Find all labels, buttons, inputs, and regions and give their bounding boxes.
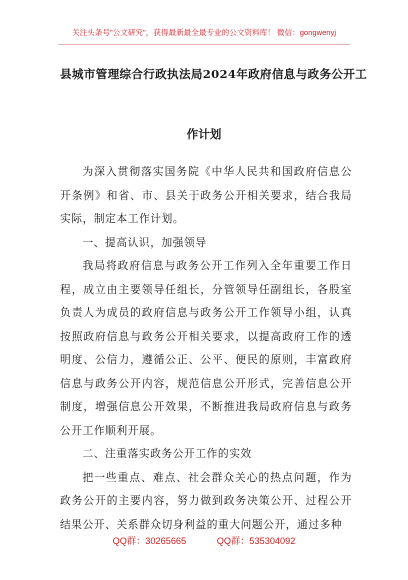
- section-heading-1: 一、提高认识，加强领导: [82, 235, 207, 249]
- footer-contacts: [0, 533, 408, 547]
- promo-banner: 关注头条号"公文研究"，获得最新最全最专业的公文资料库！ 微信：gongwenyj: [71, 28, 337, 37]
- document-title-line-2: 作计划: [186, 127, 222, 141]
- footer-qq-group-1: QQ群：30265665: [112, 536, 187, 546]
- section-1-paragraph: 我局将政府信息与政务公开工作列入全年重要工作日程，成立由主要领导任组长，分管领导任副组长，各股室负责人为成员的政府信息与政务公开工作领导小组，认真按照政府信息与政务公开相关要求，以提高政府工作的透明度、公信力，遵循公正、公平、便民的原则，丰富政府信息与政务公开内容，规范信息公开形式，完善信息公开制度，增强信息公开效果，不断推进我局政府信息与政务公开工作顺利开展。: [60, 259, 352, 437]
- document-title-line-1: 县城市管理综合行政执法局2024年政府信息与政务公开工: [60, 67, 368, 81]
- section-2-paragraph: 把一些重点、难点、社会群众关心的热点问题，作为政务公开的主要内容，努力做到政务决策公开、过程公开结果公开、关系群众切身利益的重大问题公开，通过多种: [60, 470, 352, 531]
- footer-qq-group-2: QQ群：535304092: [216, 536, 296, 546]
- document-body: [60, 160, 352, 536]
- section-heading-2: 二、注重落实政务公开工作的实效: [82, 447, 252, 460]
- intro-paragraph: 为深入贯彻落实国务院《中华人民共和国政府信息公开条例》和省、市、县关于政务公开相关要求，结合我局实际，制定本工作计划。: [60, 165, 352, 225]
- header-divider: [58, 44, 350, 45]
